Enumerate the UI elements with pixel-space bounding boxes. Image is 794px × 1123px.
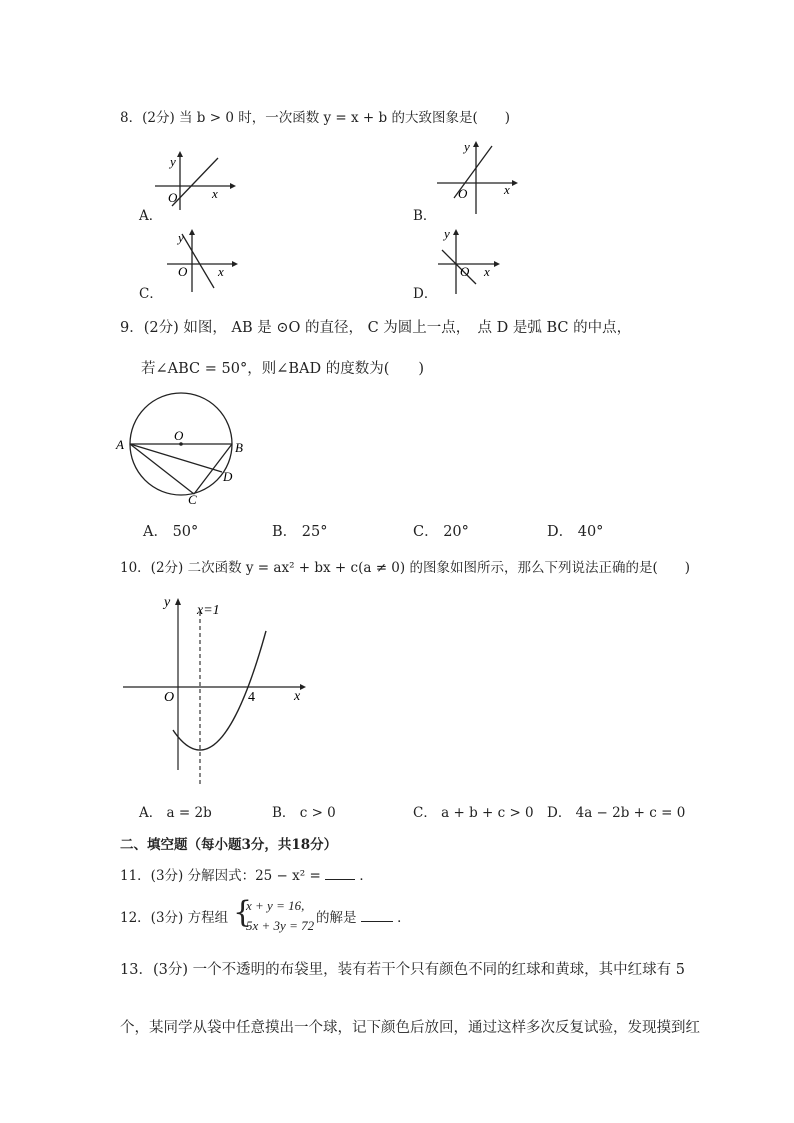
q11-answer-blank[interactable]	[325, 867, 355, 880]
q9-option-a[interactable]: A． 50°	[143, 524, 199, 540]
q8-c-origin: O	[178, 264, 188, 279]
q12-tail	[316, 906, 411, 926]
section-2-title: 二、填空题（每小题3分，共18分）	[120, 837, 338, 853]
q10-option-b[interactable]: B． c > 0	[272, 805, 336, 821]
q9-point-a: A	[116, 437, 124, 452]
q12-brace: {	[233, 895, 253, 930]
q9-circle-figure	[112, 392, 252, 508]
q8-b-origin: O	[458, 186, 468, 201]
q12-answer-blank[interactable]	[361, 909, 393, 922]
q10-y-label: y	[164, 595, 171, 610]
q9-point-o: O	[174, 428, 184, 443]
q8-a-origin: O	[168, 190, 178, 205]
q13-line1: 13．(3分) 一个不透明的布袋里，装有若干个只有颜色不同的红球和黄球，其中红球有 5	[120, 962, 685, 978]
q8-a-x-label: x	[212, 186, 218, 201]
q9-point-d: D	[223, 469, 233, 484]
q8-d-x-label: x	[484, 264, 490, 279]
q10-option-a[interactable]: A． a = 2b	[139, 805, 212, 821]
q11-stem: 11．(3分) 分解因式：25 − x² =	[120, 868, 321, 884]
q8-b-x-label: x	[504, 182, 510, 197]
q10-x-label: x	[294, 689, 301, 704]
q8-graph-c	[162, 226, 242, 294]
q9-option-d[interactable]: D． 40°	[547, 524, 604, 540]
q10-option-d[interactable]: D． 4a − 2b + c = 0	[547, 805, 686, 821]
q11	[120, 864, 373, 884]
q9-option-b[interactable]: B． 25°	[272, 524, 328, 540]
q10-root-label: 4	[248, 690, 255, 705]
q8-graph-a	[150, 148, 240, 213]
q8-b-y-label: y	[464, 139, 470, 154]
q9-point-c: C	[188, 492, 197, 507]
q8-option-b[interactable]: B．	[413, 208, 437, 224]
q9-stem-line1: 9．(2分) 如图， AB 是 ⊙O 的直径， C 为圆上一点， 点 D 是弧 BC 的中点，	[120, 320, 632, 336]
q9-point-b: B	[235, 440, 243, 455]
q8-option-a[interactable]: A．	[139, 208, 163, 224]
q12-end: ．	[397, 910, 411, 926]
q8-graph-d	[436, 224, 506, 296]
q10-stem: 10．(2分) 二次函数 y = ax² + bx + c(a ≠ 0) 的图象如图所示，那么下列说法正确的是( )	[120, 560, 690, 576]
q13-line2: 个，某同学从袋中任意摸出一个球，记下颜色后放回，通过这样多次反复试验，发现摸到红	[120, 1020, 700, 1036]
q10-option-c[interactable]: C． a + b + c > 0	[413, 805, 534, 821]
q8-c-x-label: x	[218, 264, 224, 279]
q8-a-y-label: y	[170, 154, 176, 169]
q10-parabola-figure	[120, 590, 310, 786]
q8-option-d[interactable]: D．	[413, 286, 438, 302]
q8-d-origin: O	[460, 264, 470, 279]
q10-origin: O	[164, 690, 175, 705]
q8-c-y-label: y	[178, 230, 184, 245]
q8-stem: 8．(2分) 当 b > 0 时，一次函数 y = x + b 的大致图象是( )	[120, 110, 510, 126]
q9-option-c[interactable]: C． 20°	[413, 524, 469, 540]
q8-graph-b	[432, 136, 522, 216]
q12-prefix: 12．(3分) 方程组	[120, 910, 229, 926]
q12-suffix: 的解是	[316, 910, 357, 926]
q9-stem-line2: 若∠ABC = 50°，则∠BAD 的度数为( )	[141, 361, 425, 377]
q8-d-y-label: y	[444, 226, 450, 241]
q11-end: ．	[359, 868, 373, 884]
q12-eq1: x + y = 16,	[246, 898, 305, 913]
q12-eq2: 5x + 3y = 72	[246, 918, 315, 933]
q8-option-c[interactable]: C．	[139, 286, 163, 302]
q10-axis-label: x=1	[197, 603, 220, 618]
